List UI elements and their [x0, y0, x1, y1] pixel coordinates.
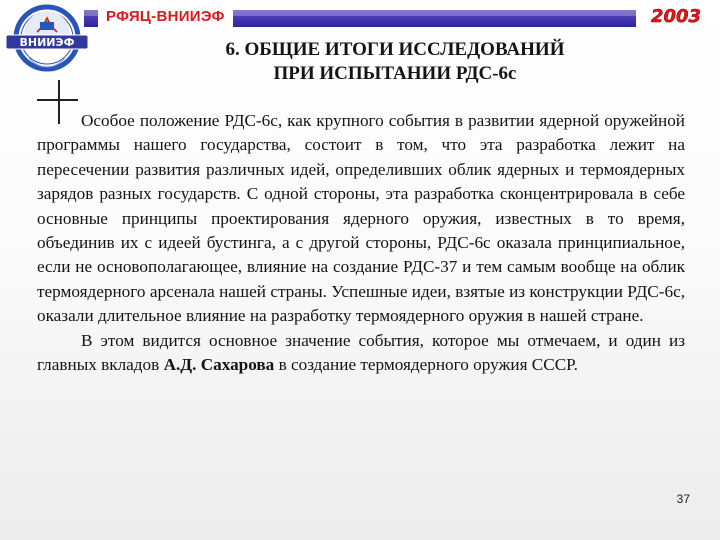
paragraph-2: В этом видится основное значение события, которое мы отмечаем, и один из главных вкладов А.Д. Сахарова в создание термоядерного оружия СССР.	[37, 330, 685, 375]
org-label: РФЯЦ-ВНИИЭФ	[98, 7, 233, 27]
paragraph-1: Особое положение РДС-6с, как крупного события в развитии ядерной оружейной программы нашего государства, состоит в том, что эта разработка лежит на пересечении развития различных идей, определивших облик ядерных и термоядерных зарядов разных государств. С одной стороны, эта разработка сконцентрировала в себе основные принципы проектирования ядерного оружия, известных в то время, объединив их с идеей бустинга, а с другой стороны, РДС-6с оказала принципиальное, если не основополагающее, влияние на создание РДС-37 и тем самым вообще на облик термоядерного арсенала нашей страны. Успешные идеи, взятые из конструкции РДС-6с, оказали длительное влияние на разработку термоядерного оружия в нашей стране.	[37, 111, 685, 326]
page-number: 37	[676, 492, 690, 506]
logo-text: ВНИИЭФ	[19, 36, 75, 49]
year-label: 2003	[650, 6, 702, 27]
vniief-logo	[2, 4, 92, 74]
title-line-2: ПРИ ИСПЫТАНИИ РДС-6с	[273, 63, 517, 84]
author-name: А.Д. Сахарова	[163, 355, 275, 375]
title-line-1: 6. ОБЩИЕ ИТОГИ ИССЛЕДОВАНИЙ	[225, 39, 565, 60]
page-title	[150, 38, 640, 86]
body-text	[37, 109, 685, 377]
